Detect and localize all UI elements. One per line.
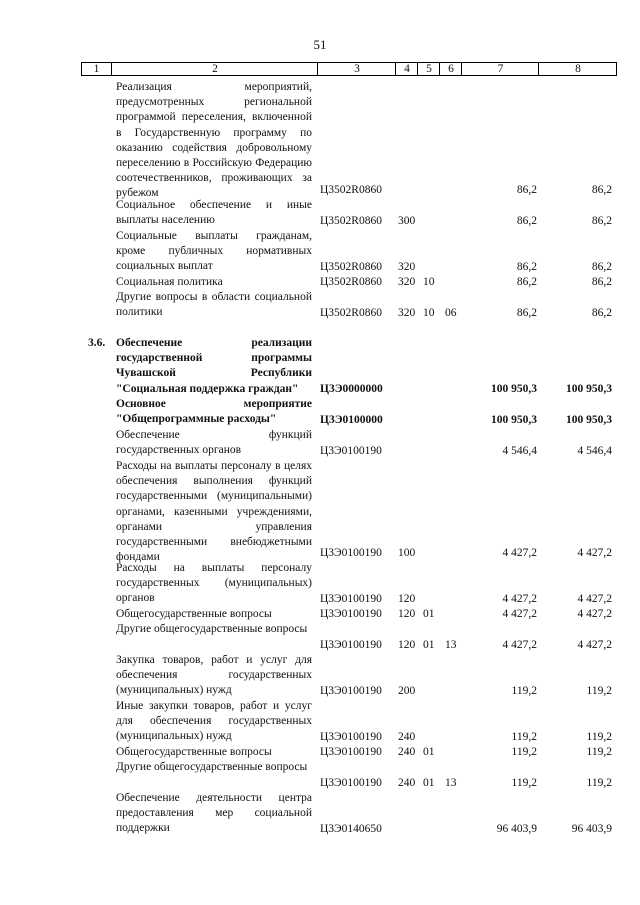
row-name: Социальная политика [116,276,223,288]
row-col-4: 320 [398,275,416,288]
row-amount-7: 119,2 [511,776,537,789]
header-col-7: 7 [461,63,539,75]
row-name: Обеспечение деятельности центра предоставления мер социальной поддержки [116,792,312,835]
row-name: Закупка товаров, работ и услуг для обеспечения государственных (муниципальных) нужд [116,654,312,697]
row-code: Ц3Э0100190 [320,546,382,559]
row-col-4: 300 [398,214,416,227]
row-name: Реализация мероприятий, предусмотренных региональной программой переселения, включенной в Государственную программу по оказанию содействия добровольному переселению в Российскую Федерацию соотечественников, проживающих за рубежом [116,81,312,200]
table-row [0,275,640,290]
row-col-4: 120 [398,607,416,620]
row-col-5: 01 [423,776,435,789]
row-amount-8: 4 427,2 [577,592,612,605]
row-amount-7: 4 427,2 [502,607,537,620]
table-row [0,561,640,607]
row-col-5: 01 [423,638,435,651]
table-row [0,791,640,837]
row-name: Общегосударственные вопросы [116,608,272,620]
row-name: Расходы на выплаты персоналу государственных (муниципальных) органов [116,562,312,605]
section-number: 3.6. [88,337,106,349]
row-col-4: 240 [398,730,416,743]
row-code: Ц3Э0100190 [320,592,382,605]
row-name: Социальное обеспечение и иные выплаты населению [116,199,312,227]
row-col-4: 240 [398,745,416,758]
row-col-4: 200 [398,684,416,697]
row-code: Ц3502R0860 [320,214,382,227]
row-amount-8: 4 427,2 [577,607,612,620]
header-col-8: 8 [538,63,617,75]
table-row [0,699,640,745]
row-name: Обеспечение реализации государственной программы Чувашской Республики "Социальная поддержка граждан" [116,337,312,395]
row-amount-8: 4 427,2 [577,546,612,559]
table-row [0,459,640,564]
row-amount-8: 86,2 [591,214,612,227]
row-amount-8: 96 403,9 [571,822,612,835]
row-col-5: 01 [423,745,435,758]
row-name: Общегосударственные вопросы [116,746,272,758]
row-name: Обеспечение функций государственных органов [116,429,312,457]
table-row [0,290,640,321]
table-row [0,80,640,198]
row-amount-8: 119,2 [586,745,612,758]
row-col-5: 01 [423,607,435,620]
row-amount-7: 86,2 [516,306,537,319]
row-code: Ц3Э0100190 [320,776,382,789]
row-col-5: 10 [423,275,435,288]
row-code: Ц3Э0100000 [320,413,383,426]
row-code: Ц3Э0100190 [320,638,382,651]
table-row [0,198,640,229]
row-amount-8: 86,2 [591,183,612,196]
row-amount-7: 119,2 [511,730,537,743]
table-row [0,760,640,791]
row-name: Другие вопросы в области социальной политики [116,291,312,319]
row-code: Ц3502R0860 [320,260,382,273]
table-row [0,229,640,275]
page-number: 51 [313,37,327,52]
table-row-section [0,336,640,397]
row-col-6: 06 [445,306,457,319]
row-code: Ц3Э0100190 [320,444,382,457]
row-amount-8: 86,2 [591,260,612,273]
row-col-4: 240 [398,776,416,789]
row-amount-7: 86,2 [516,275,537,288]
row-amount-8: 86,2 [591,275,612,288]
table-header [81,62,617,76]
row-code: Ц3Э0000000 [320,382,383,395]
header-col-3: 3 [317,63,396,75]
row-col-5: 10 [423,306,435,319]
table-row [0,745,640,760]
row-amount-7: 96 403,9 [496,822,537,835]
row-name: Иные закупки товаров, работ и услуг для обеспечения государственных (муниципальных) нужд [116,700,312,743]
row-amount-7: 86,2 [516,214,537,227]
row-code: Ц3Э0100190 [320,607,382,620]
row-amount-7: 4 427,2 [502,592,537,605]
row-amount-8: 100 950,3 [566,413,612,426]
table-row [0,397,640,428]
row-col-4: 120 [398,638,416,651]
header-col-1: 1 [93,63,100,75]
row-col-4: 120 [398,592,416,605]
row-amount-8: 86,2 [591,306,612,319]
row-code: Ц3Э0100190 [320,745,382,758]
table-row [0,622,640,653]
row-amount-7: 100 950,3 [491,413,537,426]
row-amount-7: 86,2 [516,260,537,273]
row-amount-8: 119,2 [586,776,612,789]
row-col-6: 13 [445,638,457,651]
row-col-4: 320 [398,260,416,273]
table-row [0,428,640,459]
row-amount-7: 4 546,4 [502,444,537,457]
row-amount-8: 4 427,2 [577,638,612,651]
row-code: Ц3Э0140650 [320,822,382,835]
row-amount-8: 100 950,3 [566,382,612,395]
row-amount-8: 4 546,4 [577,444,612,457]
row-code: Ц3502R0860 [320,183,382,196]
header-col-2: 2 [111,63,318,75]
row-code: Ц3Э0100190 [320,684,382,697]
row-amount-7: 119,2 [511,684,537,697]
row-col-6: 13 [445,776,457,789]
row-amount-7: 4 427,2 [502,546,537,559]
row-name: Социальные выплаты гражданам, кроме публичных нормативных социальных выплат [116,230,312,273]
header-col-6: 6 [439,63,462,75]
row-amount-8: 119,2 [586,684,612,697]
table-row [0,653,640,699]
row-amount-7: 119,2 [511,745,537,758]
row-amount-8: 119,2 [586,730,612,743]
row-name: Расходы на выплаты персоналу в целях обеспечения выполнения функций государственными (муниципальными) органами, казенными учреждениями, органами управления государственными внебюджетными фондами [116,460,312,564]
row-col-4: 100 [398,546,416,559]
row-col-4: 320 [398,306,416,319]
row-amount-7: 4 427,2 [502,638,537,651]
row-amount-7: 86,2 [516,183,537,196]
row-code: Ц3502R0860 [320,306,382,319]
row-code: Ц3502R0860 [320,275,382,288]
row-code: Ц3Э0100190 [320,730,382,743]
row-name: Основное мероприятие "Общепрограммные расходы" [116,398,312,426]
row-name: Другие общегосударственные вопросы [116,623,308,635]
row-amount-7: 100 950,3 [491,382,537,395]
header-col-4: 4 [395,63,418,75]
row-name: Другие общегосударственные вопросы [116,761,308,773]
header-col-5: 5 [417,63,440,75]
table-row [0,607,640,622]
